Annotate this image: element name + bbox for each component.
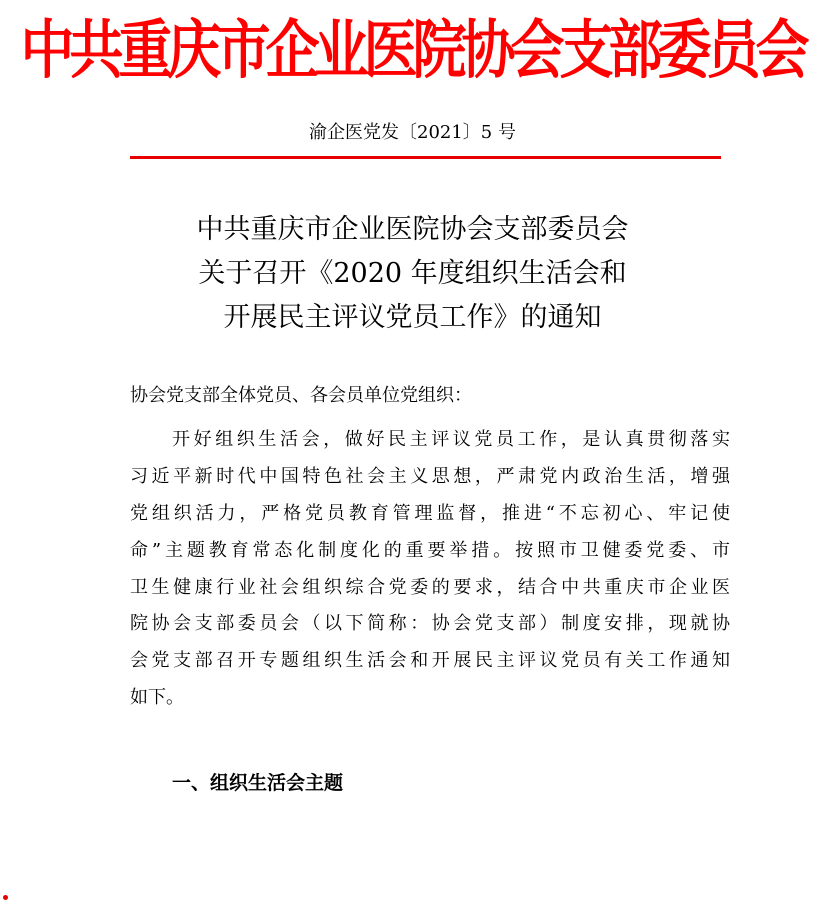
paragraph-line: 会党支部召开专题组织生活会和开展民主评议党员有关工作通知	[130, 650, 730, 672]
document-number: 渝企医党发〔2021〕5 号	[309, 122, 516, 143]
paragraph-line: 如下。	[130, 687, 184, 709]
salutation: 协会党支部全体党员、各会员单位党组织：	[130, 385, 472, 406]
paragraph-line: 习近平新时代中国特色社会主义思想，严肃党内政治生活，增强	[130, 465, 730, 487]
title-line: 关于召开《2020 年度组织生活会和	[198, 258, 627, 289]
paragraph-line: 院协会支部委员会（以下简称：协会党支部）制度安排，现就协	[130, 613, 730, 635]
paragraph-line: 卫生健康行业社会组织综合党委的要求，结合中共重庆市企业医	[130, 576, 730, 598]
margin-dot	[3, 895, 8, 900]
organization-header: 中共重庆市企业医院协会支部委员会	[20, 12, 805, 88]
paragraph-line: 党组织活力，严格党员教育管理监督，推进“不忘初心、牢记使	[130, 502, 730, 524]
header-divider	[130, 156, 721, 159]
title-line: 开展民主评议党员工作》的通知	[223, 302, 602, 333]
document-title	[0, 208, 825, 340]
body-paragraph	[130, 422, 730, 717]
title-line: 中共重庆市企业医院协会支部委员会	[196, 214, 629, 245]
paragraph-line: 开好组织生活会，做好民主评议党员工作，是认真贯彻落实	[172, 429, 730, 450]
section-heading: 一、组织生活会主题	[172, 772, 344, 794]
paragraph-line: 命”主题教育常态化制度化的重要举措。按照市卫健委党委、市	[130, 539, 730, 561]
